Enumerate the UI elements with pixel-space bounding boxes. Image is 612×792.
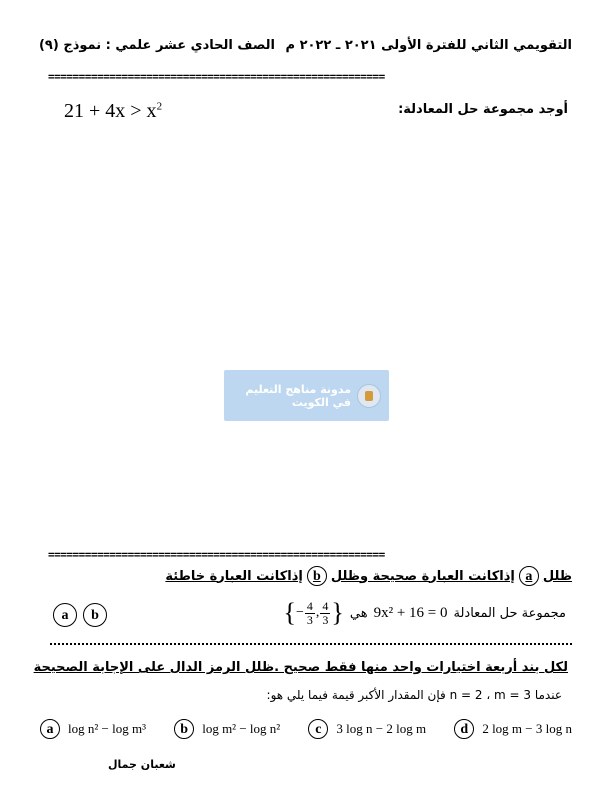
watermark-line2: في الكويت [291, 395, 351, 409]
option-d-letter[interactable]: d [454, 719, 474, 739]
statement-equation: 9x² + 16 = 0 [373, 604, 448, 621]
dotted-separator [50, 643, 572, 645]
fraction-2-numerator: 4 [322, 598, 329, 613]
question1-prompt: أوجد مجموعة حل المعادلة: [398, 102, 568, 117]
fraction-1-numerator: 4 [306, 598, 313, 613]
separator-top: ======================================================= [48, 70, 385, 83]
fraction-1-denominator: 3 [306, 612, 313, 627]
kuwait-emblem-icon [357, 384, 381, 408]
answer-choice-a[interactable]: a [53, 603, 77, 627]
section2-instruction [165, 566, 572, 586]
section3-instruction: لكل بند أربعة اختيارات واحد منها فقط صحيح .ظلل الرمز الدال على الإجابة الصحيحة [33, 660, 568, 675]
set-close-brace: } [331, 598, 344, 627]
option-d-expr: 2 log m − 3 log n [482, 721, 572, 736]
instruction-option-b: b [307, 566, 327, 586]
instruction-prefix: ظلل [542, 568, 572, 584]
option-c-expr: 3 log n − 2 log m [336, 721, 427, 736]
section2-statement [284, 598, 567, 628]
instruction-mid: إذاكانت العبارة صحيحة وظلل [330, 568, 515, 584]
fraction-2-denominator: 3 [322, 612, 329, 627]
separator-middle: ======================================================= [48, 548, 385, 561]
option-a-letter[interactable]: a [40, 719, 60, 739]
watermark-line1: مدونة مناهج التعليم [245, 382, 351, 396]
watermark [224, 370, 389, 421]
option-c-letter[interactable]: c [308, 719, 328, 739]
header-title-left: الصف الحادي عشر علمي : نموذج (٩) [38, 38, 275, 53]
option-a-expr: log n² − log m³ [68, 721, 146, 736]
statement-text: مجموعة حل المعادلة [453, 605, 566, 621]
section3-question: عندما n = 2 ، m = 3 فإن المقدار الأكبر قيمة فيما يلي هو: [266, 688, 562, 702]
solution-set [284, 598, 344, 628]
option-d[interactable] [454, 719, 572, 739]
option-a[interactable] [40, 719, 146, 739]
option-b-letter[interactable]: b [174, 719, 194, 739]
option-c[interactable] [308, 719, 426, 739]
question1-inequality [64, 100, 162, 123]
header-title-right: التقويمي الثاني للفترة الأولى ٢٠٢١ ـ ٢٠٢٢ م [285, 38, 572, 53]
inequality-exponent: 2 [156, 100, 163, 113]
set-open-brace: { [283, 598, 296, 627]
fraction-2 [320, 600, 330, 627]
statement-is: هي [349, 605, 368, 621]
answer-choice-b[interactable]: b [83, 603, 107, 627]
option-b[interactable] [174, 719, 280, 739]
option-b-expr: log m² − log n² [202, 721, 281, 736]
set-comma: , [315, 605, 320, 620]
section3-options [40, 719, 572, 739]
watermark-text [245, 383, 351, 409]
set-minus: − [295, 605, 304, 620]
fraction-1 [305, 600, 315, 627]
footer-author: شعبان جمال [108, 758, 176, 771]
inequality-lhs: 21 + 4x > x [64, 100, 157, 122]
section2-answer-choices [53, 603, 107, 627]
instruction-option-a: a [519, 566, 539, 586]
instruction-suffix: إذاكانت العبارة خاطئة [165, 568, 303, 584]
